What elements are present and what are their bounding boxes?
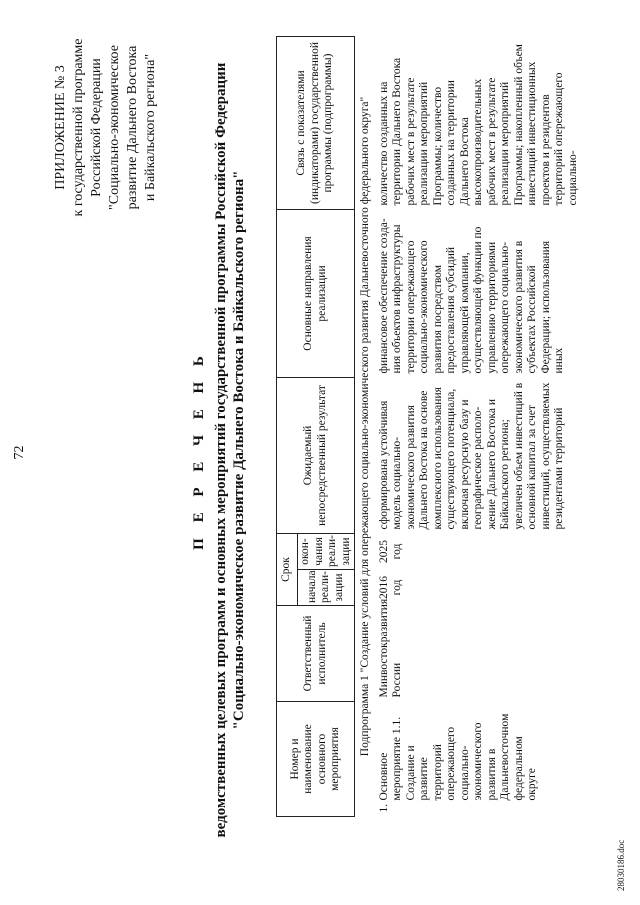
header-result: Ожидаемый непосредственный результат <box>277 377 355 533</box>
appendix-line: ПРИЛОЖЕНИЕ № 3 <box>53 65 68 190</box>
title-line-2: "Социально-экономическое развитие Дальнего Востока и Байкальского региона" <box>231 170 247 730</box>
measure-name-cell <box>377 702 582 817</box>
header-indicators: Связь с показателями (индикаторами) государственной программы (подпрограммы) <box>277 36 355 209</box>
header-term-start: начала реали-зации <box>298 570 355 606</box>
title-line-1: ведомственных целевых программ и основных мероприятий государственной программы Российской Федерации <box>213 62 229 838</box>
appendix-line: к государственной программе <box>71 38 86 217</box>
header-term: Срок <box>277 533 298 605</box>
subprogram-title: Подпрограмма 1 "Создание условий для опережающего социально-экономического развития Дальневосточного федерального округа" <box>359 96 371 757</box>
start-cell: 2016 год <box>377 576 403 599</box>
header-term-end: окон-чания реали-зации <box>298 533 355 569</box>
measures-table <box>276 36 581 817</box>
header-executor: Ответственный исполнитель <box>277 606 355 702</box>
appendix-line: развитие Дальнего Востока <box>125 45 140 210</box>
header-directions: Основные направления реализации <box>277 209 355 377</box>
title-heading: П Е Р Е Ч Е Н Ь <box>191 350 207 550</box>
document-title <box>190 35 248 865</box>
appendix-line: Российской Федерации <box>89 58 104 197</box>
row-number: 1. <box>377 803 390 813</box>
measure-name: Основное мероприятие 1.1. Создание и развитие территорий опережающего социально-экономического развития в Дальневосточном федеральном округе <box>377 713 538 801</box>
result-cell: сформирована устойчивая модель социально-экономического развития Дальнего Востока на основе комплексного использования существующего потенциала, включая ресурсную базу и географическое располо-жение Дальнего Востока и Байкальского региона; увеличен объем инвестиций в основной капитал за счет инвестиций, осуществляемых резидентами территорий <box>377 382 565 530</box>
header-number-name: Номер и наименование основного мероприятия <box>277 702 355 817</box>
appendix-line: "Социально-экономическое <box>107 45 122 210</box>
end-cell: 2025 год <box>377 540 403 563</box>
indicators-cell: количество созданных на территории Дальнего Востока рабочих мест в результате реализации мероприятий Программы; количество созданных на территории Дальнего Востока высокопроизводительных рабочих мест в результате реализации мероприятий Программы; накопленный объем инвестиций инвестиционных проектов и резидентов территорий опережающего социально- <box>377 44 579 206</box>
directions-cell: финансовое обеспечение созда-ния объектов инфраструктуры территории опережающего социально-экономического развития посредством предоставления субсидий управляющей компании, осуществляющей функции по управлению территориями опережающего социально-экономического развития в субъектах Российской Федерации; использования иных <box>377 218 565 374</box>
appendix-line: и Байкальского региона" <box>143 53 158 202</box>
file-code: 28030186.doc <box>616 839 626 891</box>
table-row <box>377 36 582 816</box>
appendix-header <box>52 10 160 245</box>
page-number: 72 <box>12 445 27 460</box>
executor-cell: Минвостокразвития России <box>377 598 403 698</box>
